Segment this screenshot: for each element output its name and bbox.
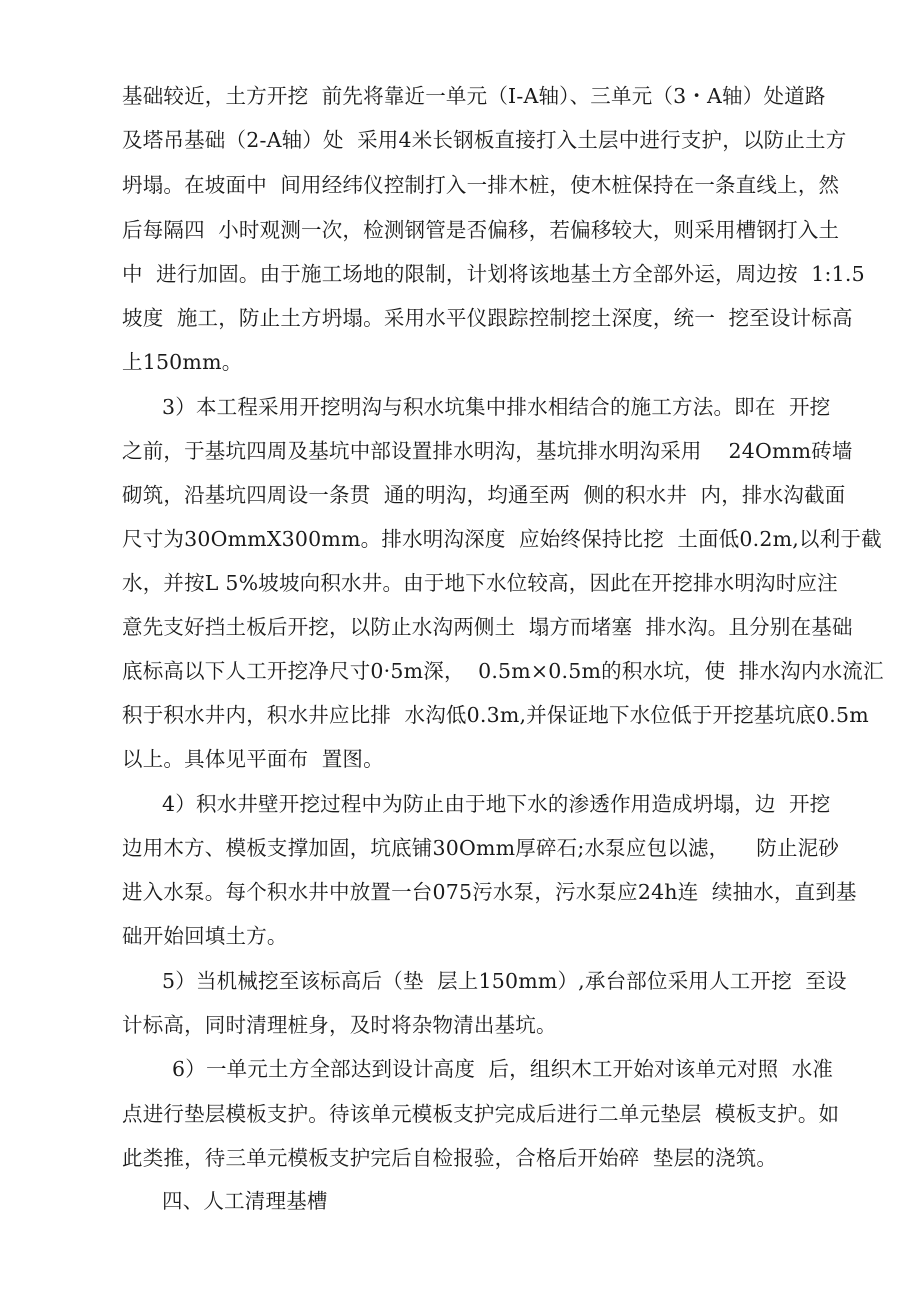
- text-line: 计标高，同时清理桩身，及时将杂物清出基坑。: [122, 1013, 557, 1037]
- text-line: 坡度 施工，防止土方坍塌。采用水平仪跟踪控制挖土深度，统一 挖至设计标高: [122, 306, 853, 330]
- text-line: 尺寸为30OmmX300mm。排水明沟深度 应始终保持比挖 土面低0.2m,以利于截: [122, 527, 882, 551]
- paragraph-first-line: 4）积水井壁开挖过程中为防止由于地下水的渗透作用造成坍塌，边 开挖: [162, 792, 831, 816]
- text-line: 意先支好挡土板后开挖，以防止水沟两侧土 塌方而堵塞 排水沟。且分别在基础: [122, 615, 853, 639]
- text-line: 后每隔四 小时观测一次，检测钢管是否偏移，若偏移较大，则采用槽钢打入土: [122, 218, 840, 242]
- section-heading: 四、人工清理基槽: [162, 1189, 328, 1213]
- text-line: 基础较近，土方开挖 前先将靠近一单元（I-A轴）、三单元（3・A轴）处道路: [122, 84, 826, 108]
- text-line: 础开始回填土方。: [122, 924, 288, 948]
- text-line: 坍塌。在坡面中 间用经纬仪控制打入一排木桩，使木桩保持在一条直线上，然: [122, 173, 840, 197]
- text-line: 此类推，待三单元模板支护完后自检报验，合格后开始碎 垫层的浇筑。: [122, 1146, 778, 1170]
- text-line: 砌筑，沿基坑四周设一条贯 通的明沟，均通至两 侧的积水井 内，排水沟截面: [122, 483, 846, 507]
- text-line: 底标高以下人工开挖净尺寸0·5m深， 0.5m×0.5m的积水坑，使 排水沟内水流汇: [122, 659, 884, 683]
- text-line: 及塔吊基础（2-A轴）处 采用4米长钢板直接打入土层中进行支护，以防止土方: [122, 128, 847, 152]
- text-line: 以上。具体见平面布 置图。: [122, 747, 384, 771]
- text-line: 上150mm。: [122, 350, 243, 374]
- text-line: 进入水泵。每个积水井中放置一台075污水泵，污水泵应24h连 续抽水，直到基: [122, 880, 857, 904]
- text-line: 中 进行加固。由于施工场地的限制，计划将该地基土方全部外运，周边按 1:1.5: [122, 262, 865, 286]
- text-line: 边用木方、模板支撑加固，坑底铺30Omm厚碎石;水泵应包以滤， 防止泥砂: [122, 836, 840, 860]
- text-line: 之前，于基坑四周及基坑中部设置排水明沟，基坑排水明沟采用 24Omm砖墙: [122, 439, 853, 463]
- paragraph-first-line: 6）一单元土方全部达到设计高度 后，组织木工开始对该单元对照 水准: [172, 1057, 834, 1081]
- paragraph-first-line: 3）本工程采用开挖明沟与积水坑集中排水相结合的施工方法。即在 开挖: [162, 395, 831, 419]
- text-line: 积于积水井内，积水井应比排 水沟低0.3m,并保证地下水位低于开挖基坑底0.5m: [122, 703, 869, 727]
- text-line: 水，并按L 5%坡坡向积水井。由于地下水位较高，因此在开挖排水明沟时应注: [122, 571, 838, 595]
- paragraph-first-line: 5）当机械挖至该标高后（垫 层上150mm）,承台部位采用人工开挖 至设: [162, 969, 847, 993]
- text-line: 点进行垫层模板支护。待该单元模板支护完成后进行二单元垫层 模板支护。如: [122, 1102, 840, 1126]
